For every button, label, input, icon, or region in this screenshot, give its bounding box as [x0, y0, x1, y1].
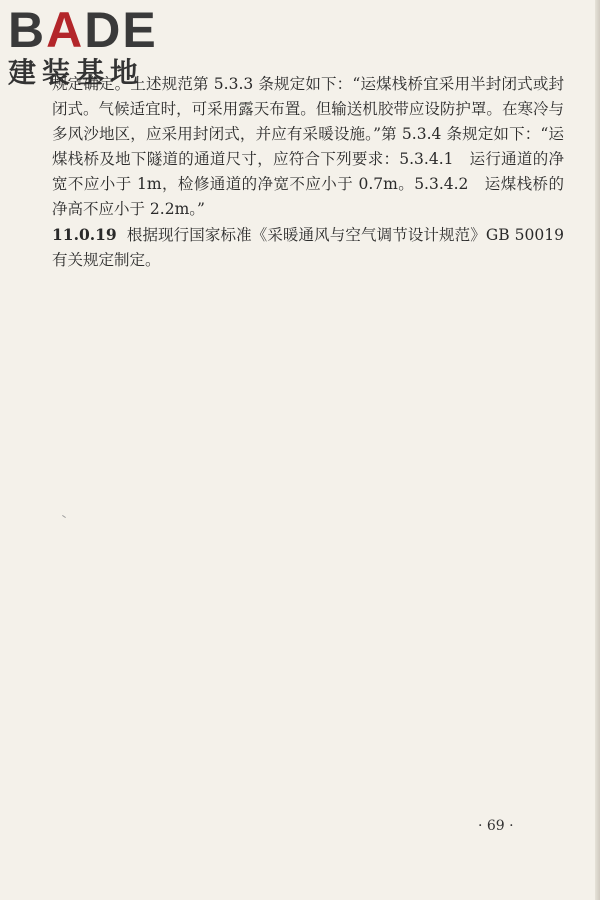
document-body	[52, 72, 564, 273]
clause-text: 根据现行国家标准《采暖通风与空气调节设计规范》GB 50019 有关规定制定。	[52, 226, 564, 269]
watermark-brand-text: BADE	[8, 2, 158, 58]
paragraph-continuation: 规定确定。上述规范第 5.3.3 条规定如下：“运煤栈桥宜采用半封闭式或封闭式。气候适宜时，可采用露天布置。但输送机胶带应设防护罩。在寒冷与多风沙地区，应采用封闭式，并应有采暖设施。”第 5.3.4 条规定如下：“运煤栈桥及地下隧道的通道尺寸，应符合下列要求：5.3.4.1 运行通道的净宽不应小于 1m，检修通道的净宽不应小于 0.7m。5.3.4.2 运煤栈桥的净高不应小于 2.2m。”	[52, 75, 564, 218]
clause-number: 11.0.19	[52, 225, 117, 244]
clause-11-0-19	[52, 222, 564, 273]
watermark-brand	[8, 4, 178, 56]
watermark-subtitle: 建装基地	[8, 56, 145, 89]
page-number: · 69 ·	[478, 818, 514, 834]
scan-speck	[62, 515, 66, 518]
page-edge	[595, 0, 600, 900]
